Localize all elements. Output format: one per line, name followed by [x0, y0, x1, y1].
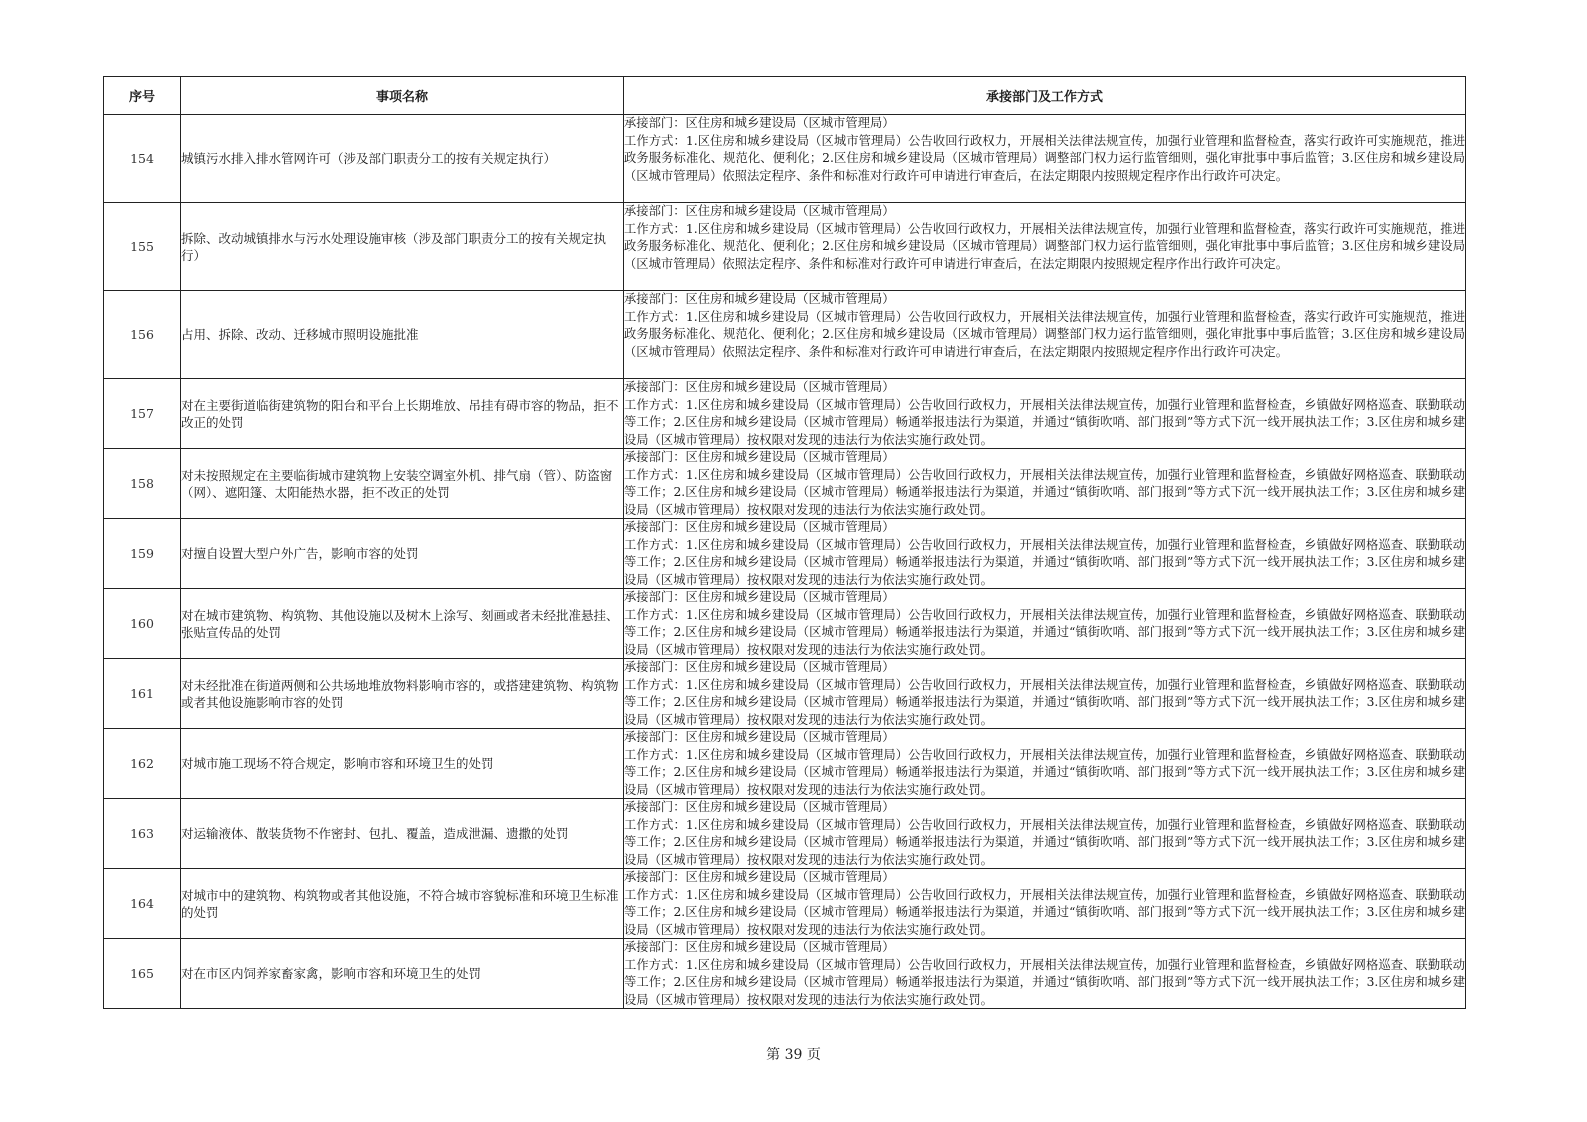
row-dept: 承接部门：区住房和城乡建设局（区城市管理局）	[624, 292, 895, 306]
row-method: 工作方式：1.区住房和城乡建设局（区城市管理局）公告收回行政权力，开展相关法律法规宣传，加强行业管理和监督检查，乡镇做好网格巡查、联勤联动等工作；2.区住房和城乡建设局（区城市管理局）畅通举报违法行为渠道，并通过“镇街吹哨、部门报到”等方式下沉一线开展执法工作；3.区住房和城乡建设局（区城市管理局）按权限对发现的违法行为依法实施行政处罚。	[624, 537, 1465, 588]
table-row	[104, 589, 1466, 659]
row-dept: 承接部门：区住房和城乡建设局（区城市管理局）	[624, 800, 895, 814]
row-method: 工作方式：1.区住房和城乡建设局（区城市管理局）公告收回行政权力，开展相关法律法规宣传，加强行业管理和监督检查，乡镇做好网格巡查、联勤联动等工作；2.区住房和城乡建设局（区城市管理局）畅通举报违法行为渠道，并通过“镇街吹哨、部门报到”等方式下沉一线开展执法工作；3.区住房和城乡建设局（区城市管理局）按权限对发现的违法行为依法实施行政处罚。	[624, 677, 1465, 728]
row-method: 工作方式：1.区住房和城乡建设局（区城市管理局）公告收回行政权力，开展相关法律法规宣传，加强行业管理和监督检查，乡镇做好网格巡查、联勤联动等工作；2.区住房和城乡建设局（区城市管理局）畅通举报违法行为渠道，并通过“镇街吹哨、部门报到”等方式下沉一线开展执法工作；3.区住房和城乡建设局（区城市管理局）按权限对发现的违法行为依法实施行政处罚。	[624, 957, 1465, 1008]
table-row	[104, 519, 1466, 589]
row-seq: 161	[104, 659, 181, 729]
row-dept-method	[624, 589, 1466, 659]
row-dept: 承接部门：区住房和城乡建设局（区城市管理局）	[624, 590, 895, 604]
row-item-name: 拆除、改动城镇排水与污水处理设施审核（涉及部门职责分工的按有关规定执行）	[181, 203, 624, 291]
row-dept: 承接部门：区住房和城乡建设局（区城市管理局）	[624, 940, 895, 954]
header-item-name: 事项名称	[181, 77, 624, 115]
row-dept-method	[624, 291, 1466, 379]
row-dept: 承接部门：区住房和城乡建设局（区城市管理局）	[624, 116, 895, 130]
row-dept: 承接部门：区住房和城乡建设局（区城市管理局）	[624, 520, 895, 534]
row-item-name: 对在主要街道临街建筑物的阳台和平台上长期堆放、吊挂有碍市容的物品，拒不改正的处罚	[181, 379, 624, 449]
row-dept-method	[624, 519, 1466, 589]
table-row	[104, 939, 1466, 1009]
row-dept-method	[624, 659, 1466, 729]
table-row	[104, 799, 1466, 869]
row-seq: 155	[104, 203, 181, 291]
row-item-name: 城镇污水排入排水管网许可（涉及部门职责分工的按有关规定执行）	[181, 115, 624, 203]
table-row	[104, 659, 1466, 729]
table-row	[104, 203, 1466, 291]
row-dept: 承接部门：区住房和城乡建设局（区城市管理局）	[624, 870, 895, 884]
table-row	[104, 379, 1466, 449]
row-seq: 157	[104, 379, 181, 449]
row-dept-method	[624, 869, 1466, 939]
row-item-name: 对城市中的建筑物、构筑物或者其他设施，不符合城市容貌标准和环境卫生标准的处罚	[181, 869, 624, 939]
row-dept-method	[624, 115, 1466, 203]
row-seq: 158	[104, 449, 181, 519]
row-item-name: 对在市区内饲养家畜家禽，影响市容和环境卫生的处罚	[181, 939, 624, 1009]
table-row	[104, 869, 1466, 939]
row-seq: 156	[104, 291, 181, 379]
row-dept-method	[624, 939, 1466, 1009]
row-seq: 159	[104, 519, 181, 589]
row-item-name: 对城市施工现场不符合规定，影响市容和环境卫生的处罚	[181, 729, 624, 799]
row-item-name: 对运输液体、散装货物不作密封、包扎、覆盖，造成泄漏、遗撒的处罚	[181, 799, 624, 869]
row-item-name: 对未按照规定在主要临街城市建筑物上安装空调室外机、排气扇（管）、防盗窗（网）、遮阳篷、太阳能热水器，拒不改正的处罚	[181, 449, 624, 519]
row-dept: 承接部门：区住房和城乡建设局（区城市管理局）	[624, 380, 895, 394]
row-dept: 承接部门：区住房和城乡建设局（区城市管理局）	[624, 450, 895, 464]
row-dept: 承接部门：区住房和城乡建设局（区城市管理局）	[624, 660, 895, 674]
table-row	[104, 449, 1466, 519]
row-dept: 承接部门：区住房和城乡建设局（区城市管理局）	[624, 730, 895, 744]
table-header-row	[104, 77, 1466, 115]
table-row	[104, 729, 1466, 799]
row-item-name: 对未经批准在街道两侧和公共场地堆放物料影响市容的，或搭建建筑物、构筑物或者其他设施影响市容的处罚	[181, 659, 624, 729]
row-seq: 165	[104, 939, 181, 1009]
row-method: 工作方式：1.区住房和城乡建设局（区城市管理局）公告收回行政权力，开展相关法律法规宣传，加强行业管理和监督检查，乡镇做好网格巡查、联勤联动等工作；2.区住房和城乡建设局（区城市管理局）畅通举报违法行为渠道，并通过“镇街吹哨、部门报到”等方式下沉一线开展执法工作；3.区住房和城乡建设局（区城市管理局）按权限对发现的违法行为依法实施行政处罚。	[624, 887, 1465, 938]
row-method: 工作方式：1.区住房和城乡建设局（区城市管理局）公告收回行政权力，开展相关法律法规宣传，加强行业管理和监督检查，乡镇做好网格巡查、联勤联动等工作；2.区住房和城乡建设局（区城市管理局）畅通举报违法行为渠道，并通过“镇街吹哨、部门报到”等方式下沉一线开展执法工作；3.区住房和城乡建设局（区城市管理局）按权限对发现的违法行为依法实施行政处罚。	[624, 607, 1465, 658]
row-dept-method	[624, 729, 1466, 799]
row-method: 工作方式：1.区住房和城乡建设局（区城市管理局）公告收回行政权力，开展相关法律法规宣传，加强行业管理和监督检查，落实行政许可实施规范，推进政务服务标准化、规范化、便利化；2.区住房和城乡建设局（区城市管理局）调整部门权力运行监管细则，强化审批事中事后监管；3.区住房和城乡建设局（区城市管理局）依照法定程序、条件和标准对行政许可申请进行审查后，在法定期限内按照规定程序作出行政许可决定。	[624, 221, 1465, 272]
row-method: 工作方式：1.区住房和城乡建设局（区城市管理局）公告收回行政权力，开展相关法律法规宣传，加强行业管理和监督检查，乡镇做好网格巡查、联勤联动等工作；2.区住房和城乡建设局（区城市管理局）畅通举报违法行为渠道，并通过“镇街吹哨、部门报到”等方式下沉一线开展执法工作；3.区住房和城乡建设局（区城市管理局）按权限对发现的违法行为依法实施行政处罚。	[624, 467, 1465, 518]
matters-table	[103, 76, 1466, 1009]
row-seq: 154	[104, 115, 181, 203]
row-dept: 承接部门：区住房和城乡建设局（区城市管理局）	[624, 204, 895, 218]
row-method: 工作方式：1.区住房和城乡建设局（区城市管理局）公告收回行政权力，开展相关法律法规宣传，加强行业管理和监督检查，乡镇做好网格巡查、联勤联动等工作；2.区住房和城乡建设局（区城市管理局）畅通举报违法行为渠道，并通过“镇街吹哨、部门报到”等方式下沉一线开展执法工作；3.区住房和城乡建设局（区城市管理局）按权限对发现的违法行为依法实施行政处罚。	[624, 817, 1465, 868]
row-method: 工作方式：1.区住房和城乡建设局（区城市管理局）公告收回行政权力，开展相关法律法规宣传，加强行业管理和监督检查，落实行政许可实施规范，推进政务服务标准化、规范化、便利化；2.区住房和城乡建设局（区城市管理局）调整部门权力运行监管细则，强化审批事中事后监管；3.区住房和城乡建设局（区城市管理局）依照法定程序、条件和标准对行政许可申请进行审查后，在法定期限内按照规定程序作出行政许可决定。	[624, 133, 1465, 184]
row-seq: 162	[104, 729, 181, 799]
page-number: 第 39 页	[766, 1047, 821, 1063]
row-seq: 160	[104, 589, 181, 659]
row-seq: 163	[104, 799, 181, 869]
row-dept-method	[624, 799, 1466, 869]
header-dept-method: 承接部门及工作方式	[624, 77, 1466, 115]
row-method: 工作方式：1.区住房和城乡建设局（区城市管理局）公告收回行政权力，开展相关法律法规宣传，加强行业管理和监督检查，乡镇做好网格巡查、联勤联动等工作；2.区住房和城乡建设局（区城市管理局）畅通举报违法行为渠道，并通过“镇街吹哨、部门报到”等方式下沉一线开展执法工作；3.区住房和城乡建设局（区城市管理局）按权限对发现的违法行为依法实施行政处罚。	[624, 747, 1465, 798]
table-row	[104, 115, 1466, 203]
row-item-name: 对擅自设置大型户外广告，影响市容的处罚	[181, 519, 624, 589]
row-dept-method	[624, 203, 1466, 291]
row-item-name: 占用、拆除、改动、迁移城市照明设施批准	[181, 291, 624, 379]
row-dept-method	[624, 379, 1466, 449]
header-seq: 序号	[104, 77, 181, 115]
row-item-name: 对在城市建筑物、构筑物、其他设施以及树木上涂写、刻画或者未经批准悬挂、张贴宣传品的处罚	[181, 589, 624, 659]
row-method: 工作方式：1.区住房和城乡建设局（区城市管理局）公告收回行政权力，开展相关法律法规宣传，加强行业管理和监督检查，乡镇做好网格巡查、联勤联动等工作；2.区住房和城乡建设局（区城市管理局）畅通举报违法行为渠道，并通过“镇街吹哨、部门报到”等方式下沉一线开展执法工作；3.区住房和城乡建设局（区城市管理局）按权限对发现的违法行为依法实施行政处罚。	[624, 397, 1465, 448]
row-method: 工作方式：1.区住房和城乡建设局（区城市管理局）公告收回行政权力，开展相关法律法规宣传，加强行业管理和监督检查，落实行政许可实施规范，推进政务服务标准化、规范化、便利化；2.区住房和城乡建设局（区城市管理局）调整部门权力运行监管细则，强化审批事中事后监管；3.区住房和城乡建设局（区城市管理局）依照法定程序、条件和标准对行政许可申请进行审查后，在法定期限内按照规定程序作出行政许可决定。	[624, 309, 1465, 360]
row-seq: 164	[104, 869, 181, 939]
table-row	[104, 291, 1466, 379]
row-dept-method	[624, 449, 1466, 519]
